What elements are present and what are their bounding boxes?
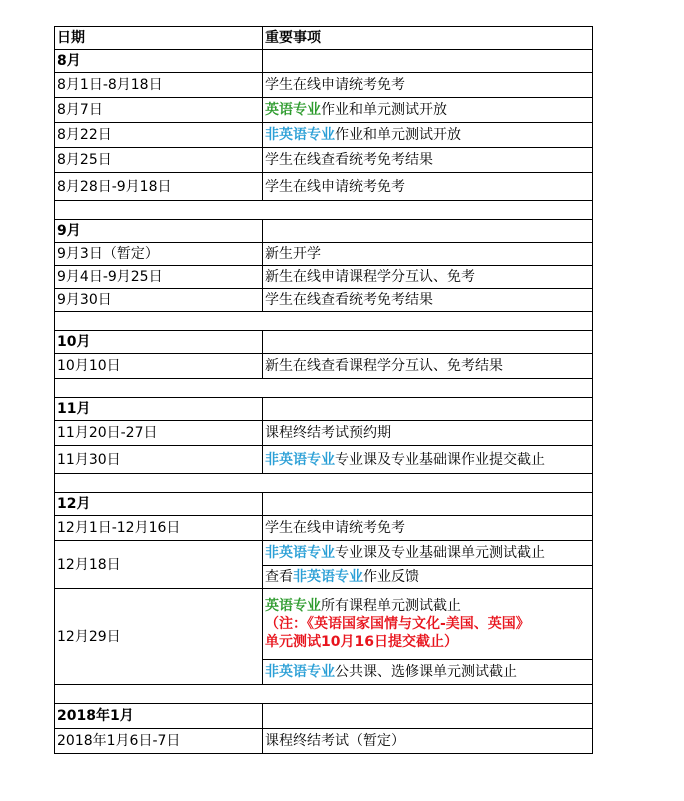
date-cell: 12月29日 bbox=[55, 589, 263, 685]
spacer-row bbox=[55, 474, 593, 493]
event-cell: 新生在线查看课程学分互认、免考结果 bbox=[263, 354, 593, 379]
spacer-cell bbox=[55, 685, 593, 704]
table-row bbox=[55, 173, 593, 201]
note-line-1: （注：《英语国家国情与文化-美国、英国》 bbox=[265, 616, 530, 632]
event-cell bbox=[263, 541, 593, 566]
month-row bbox=[55, 493, 593, 516]
event-text: 专业课及专业基础课作业提交截止 bbox=[335, 451, 545, 468]
month-row bbox=[55, 50, 593, 73]
spacer-cell bbox=[55, 379, 593, 398]
date-cell: 9月30日 bbox=[55, 289, 263, 312]
month-label: 10月 bbox=[55, 331, 263, 354]
event-cell bbox=[263, 660, 593, 685]
table-row bbox=[55, 541, 593, 566]
month-row bbox=[55, 220, 593, 243]
date-cell: 10月10日 bbox=[55, 354, 263, 379]
table-row bbox=[55, 73, 593, 98]
table-row bbox=[55, 148, 593, 173]
event-cell bbox=[263, 446, 593, 474]
table-row bbox=[55, 421, 593, 446]
date-cell: 8月1日-8月18日 bbox=[55, 73, 263, 98]
event-cell bbox=[263, 566, 593, 589]
highlight-non-english-major: 非英语专业 bbox=[265, 664, 335, 680]
highlight-non-english-major: 非英语专业 bbox=[265, 127, 335, 143]
date-cell: 11月20日-27日 bbox=[55, 421, 263, 446]
event-cell bbox=[263, 123, 593, 148]
table-row bbox=[55, 289, 593, 312]
event-text: 作业和单元测试开放 bbox=[321, 102, 447, 118]
spacer-cell bbox=[55, 201, 593, 220]
date-cell: 11月30日 bbox=[55, 446, 263, 474]
month-label: 11月 bbox=[55, 398, 263, 421]
spacer-row bbox=[55, 379, 593, 398]
event-text: 作业和单元测试开放 bbox=[335, 127, 461, 143]
highlight-non-english-major: 非英语专业 bbox=[265, 451, 335, 468]
schedule-table bbox=[54, 26, 593, 754]
empty-cell bbox=[263, 398, 593, 421]
spacer-row bbox=[55, 201, 593, 220]
month-label: 2018年1月 bbox=[55, 704, 263, 729]
date-cell: 8月7日 bbox=[55, 98, 263, 123]
month-label: 8月 bbox=[55, 50, 263, 73]
event-text: 查看 bbox=[265, 569, 293, 585]
month-label: 12月 bbox=[55, 493, 263, 516]
date-cell: 8月22日 bbox=[55, 123, 263, 148]
event-cell: 新生在线申请课程学分互认、免考 bbox=[263, 266, 593, 289]
highlight-non-english-major: 非英语专业 bbox=[293, 569, 363, 585]
empty-cell bbox=[263, 331, 593, 354]
table-row bbox=[55, 589, 593, 660]
table-row bbox=[55, 266, 593, 289]
event-cell: 学生在线申请统考免考 bbox=[263, 516, 593, 541]
table-row bbox=[55, 123, 593, 148]
table-row bbox=[55, 354, 593, 379]
highlight-english-major: 英语专业 bbox=[265, 598, 321, 614]
event-cell: 课程终结考试（暂定） bbox=[263, 729, 593, 754]
month-row bbox=[55, 398, 593, 421]
highlight-english-major: 英语专业 bbox=[265, 102, 321, 118]
event-cell: 学生在线申请统考免考 bbox=[263, 73, 593, 98]
empty-cell bbox=[263, 493, 593, 516]
spacer-row bbox=[55, 312, 593, 331]
event-cell: 课程终结考试预约期 bbox=[263, 421, 593, 446]
event-cell bbox=[263, 589, 593, 660]
date-cell: 8月25日 bbox=[55, 148, 263, 173]
event-text: 公共课、选修课单元测试截止 bbox=[335, 664, 517, 680]
event-text: 专业课及专业基础课单元测试截止 bbox=[335, 545, 545, 561]
date-cell: 12月18日 bbox=[55, 541, 263, 589]
table-row bbox=[55, 98, 593, 123]
table-row bbox=[55, 516, 593, 541]
note-line-2: 单元测试10月16日提交截止） bbox=[265, 634, 458, 650]
event-cell: 学生在线查看统考免考结果 bbox=[263, 148, 593, 173]
event-cell: 学生在线查看统考免考结果 bbox=[263, 289, 593, 312]
spacer-row bbox=[55, 685, 593, 704]
event-text: 所有课程单元测试截止 bbox=[321, 598, 461, 614]
date-cell: 8月28日-9月18日 bbox=[55, 173, 263, 201]
table-row bbox=[55, 243, 593, 266]
date-cell: 12月1日-12月16日 bbox=[55, 516, 263, 541]
table-row bbox=[55, 729, 593, 754]
date-cell: 9月4日-9月25日 bbox=[55, 266, 263, 289]
empty-cell bbox=[263, 50, 593, 73]
table-row bbox=[55, 446, 593, 474]
highlight-non-english-major: 非英语专业 bbox=[265, 545, 335, 561]
header-event: 重要事项 bbox=[263, 27, 593, 50]
header-row bbox=[55, 27, 593, 50]
date-cell: 2018年1月6日-7日 bbox=[55, 729, 263, 754]
event-text: 作业反馈 bbox=[363, 569, 419, 585]
date-cell: 9月3日（暂定） bbox=[55, 243, 263, 266]
event-line bbox=[265, 597, 590, 615]
spacer-cell bbox=[55, 312, 593, 331]
month-row bbox=[55, 331, 593, 354]
spacer-cell bbox=[55, 474, 593, 493]
month-row bbox=[55, 704, 593, 729]
event-cell: 新生开学 bbox=[263, 243, 593, 266]
month-label: 9月 bbox=[55, 220, 263, 243]
event-cell bbox=[263, 98, 593, 123]
empty-cell bbox=[263, 704, 593, 729]
header-date: 日期 bbox=[55, 27, 263, 50]
event-cell: 学生在线申请统考免考 bbox=[263, 173, 593, 201]
empty-cell bbox=[263, 220, 593, 243]
